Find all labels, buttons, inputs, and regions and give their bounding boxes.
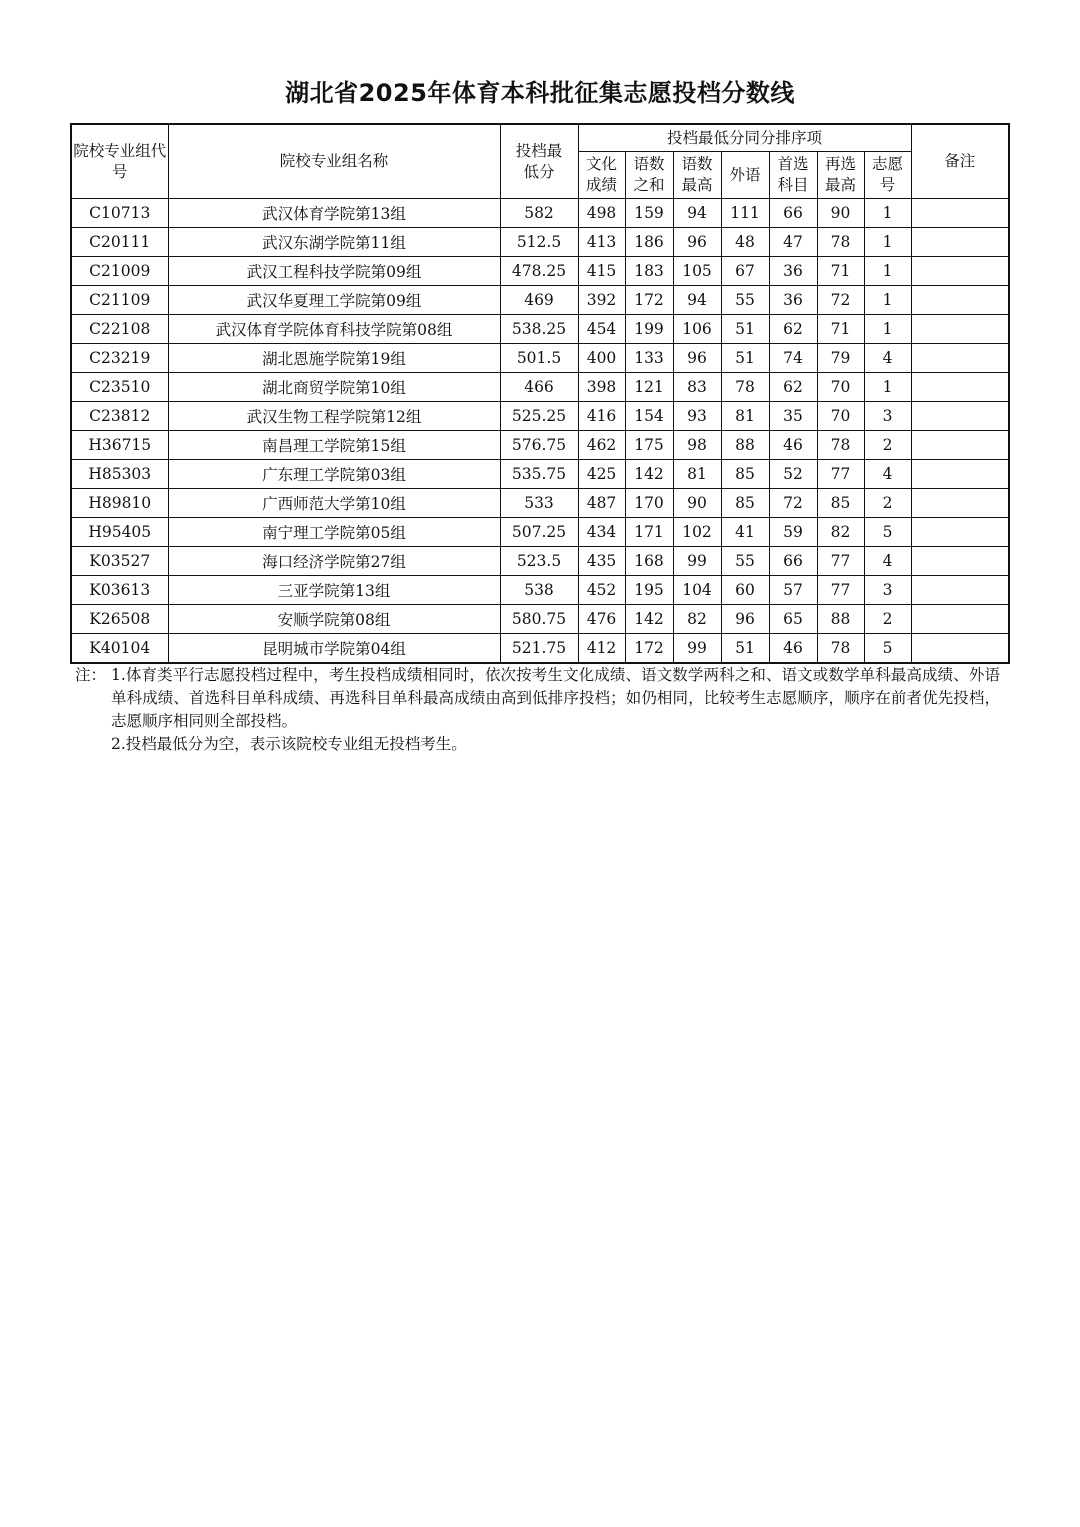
table-row — [71, 634, 1009, 664]
note-item: 2.投档最低分为空，表示该院校专业组无投档考生。 — [111, 735, 467, 753]
cell-tie-value: 2 — [864, 605, 911, 634]
cell-tie-value: 183 — [625, 257, 673, 286]
cell-tie-value: 82 — [673, 605, 721, 634]
cell-tie-value: 172 — [625, 634, 673, 664]
cell-name: 湖北商贸学院第10组 — [168, 373, 500, 402]
notes — [75, 664, 1000, 756]
cell-tie-value: 159 — [625, 199, 673, 228]
cell-tie-value: 4 — [864, 344, 911, 373]
cell-tie-value: 74 — [769, 344, 817, 373]
cell-name: 三亚学院第13组 — [168, 576, 500, 605]
cell-code: H89810 — [71, 489, 168, 518]
header-remark: 备注 — [911, 124, 1009, 199]
cell-code: K26508 — [71, 605, 168, 634]
cell-code: K40104 — [71, 634, 168, 664]
cell-tie-value: 142 — [625, 460, 673, 489]
header-tie-group: 投档最低分同分排序项 — [578, 124, 911, 152]
cell-min-score: 507.25 — [500, 518, 578, 547]
cell-tie-value: 67 — [721, 257, 769, 286]
cell-name: 南昌理工学院第15组 — [168, 431, 500, 460]
cell-tie-value: 398 — [578, 373, 625, 402]
cell-tie-value: 93 — [673, 402, 721, 431]
cell-tie-value: 5 — [864, 634, 911, 664]
cell-tie-value: 71 — [817, 315, 864, 344]
cell-tie-value: 133 — [625, 344, 673, 373]
header-sub: 外语 — [721, 152, 769, 199]
cell-tie-value: 1 — [864, 286, 911, 315]
table-row — [71, 199, 1009, 228]
table-row — [71, 518, 1009, 547]
cell-tie-value: 413 — [578, 228, 625, 257]
cell-tie-value: 400 — [578, 344, 625, 373]
cell-tie-value: 72 — [769, 489, 817, 518]
cell-tie-value: 392 — [578, 286, 625, 315]
cell-tie-value: 48 — [721, 228, 769, 257]
header-sub: 志愿号 — [864, 152, 911, 199]
cell-tie-value: 59 — [769, 518, 817, 547]
cell-tie-value: 94 — [673, 286, 721, 315]
cell-tie-value: 62 — [769, 315, 817, 344]
cell-tie-value: 60 — [721, 576, 769, 605]
cell-min-score: 533 — [500, 489, 578, 518]
cell-code: C21109 — [71, 286, 168, 315]
cell-name: 南宁理工学院第05组 — [168, 518, 500, 547]
cell-tie-value: 3 — [864, 576, 911, 605]
cell-min-score: 466 — [500, 373, 578, 402]
cell-tie-value: 105 — [673, 257, 721, 286]
cell-tie-value: 172 — [625, 286, 673, 315]
cell-tie-value: 1 — [864, 315, 911, 344]
header-sub: 首选科目 — [769, 152, 817, 199]
cell-tie-value: 2 — [864, 489, 911, 518]
cell-tie-value: 62 — [769, 373, 817, 402]
cell-remark — [911, 373, 1009, 402]
cell-code: C22108 — [71, 315, 168, 344]
cell-tie-value: 4 — [864, 460, 911, 489]
header-sub: 语数之和 — [625, 152, 673, 199]
cell-code: C23812 — [71, 402, 168, 431]
cell-code: C23510 — [71, 373, 168, 402]
cell-tie-value: 1 — [864, 199, 911, 228]
cell-tie-value: 195 — [625, 576, 673, 605]
cell-tie-value: 47 — [769, 228, 817, 257]
header-code: 院校专业组代号 — [71, 124, 168, 199]
cell-min-score: 538 — [500, 576, 578, 605]
cell-tie-value: 51 — [721, 315, 769, 344]
table-row — [71, 576, 1009, 605]
table-row — [71, 489, 1009, 518]
cell-tie-value: 1 — [864, 228, 911, 257]
cell-min-score: 478.25 — [500, 257, 578, 286]
cell-remark — [911, 634, 1009, 664]
cell-tie-value: 452 — [578, 576, 625, 605]
cell-code: H95405 — [71, 518, 168, 547]
cell-tie-value: 415 — [578, 257, 625, 286]
cell-tie-value: 85 — [721, 489, 769, 518]
cell-tie-value: 78 — [721, 373, 769, 402]
cell-name: 广东理工学院第03组 — [168, 460, 500, 489]
cell-tie-value: 498 — [578, 199, 625, 228]
cell-tie-value: 51 — [721, 634, 769, 664]
cell-remark — [911, 431, 1009, 460]
cell-min-score: 580.75 — [500, 605, 578, 634]
cell-name: 武汉华夏理工学院第09组 — [168, 286, 500, 315]
table-row — [71, 402, 1009, 431]
header-sub: 文化成绩 — [578, 152, 625, 199]
cell-name: 湖北恩施学院第19组 — [168, 344, 500, 373]
table-row — [71, 373, 1009, 402]
cell-tie-value: 434 — [578, 518, 625, 547]
cell-name: 广西师范大学第10组 — [168, 489, 500, 518]
table-row — [71, 605, 1009, 634]
table-row — [71, 286, 1009, 315]
cell-tie-value: 99 — [673, 547, 721, 576]
note-item: 1.体育类平行志愿投档过程中，考生投档成绩相同时，依次按考生文化成绩、语文数学两科之和、语文或数学单科最高成绩、外语单科成绩、首选科目单科成绩、再选科目单科最高成绩由高到低排序投档；如仍相同，比较考生志愿顺序，顺序在前者优先投档，志愿顺序相同则全部投档。 — [111, 666, 1000, 730]
cell-min-score: 469 — [500, 286, 578, 315]
cell-tie-value: 476 — [578, 605, 625, 634]
cell-name: 武汉体育学院第13组 — [168, 199, 500, 228]
cell-remark — [911, 344, 1009, 373]
cell-tie-value: 57 — [769, 576, 817, 605]
cell-remark — [911, 576, 1009, 605]
cell-code: H85303 — [71, 460, 168, 489]
cell-tie-value: 4 — [864, 547, 911, 576]
table-row — [71, 344, 1009, 373]
cell-code: K03527 — [71, 547, 168, 576]
cell-tie-value: 55 — [721, 286, 769, 315]
cell-min-score: 523.5 — [500, 547, 578, 576]
cell-tie-value: 65 — [769, 605, 817, 634]
cell-remark — [911, 489, 1009, 518]
notes-label: 注： — [75, 666, 107, 684]
cell-tie-value: 104 — [673, 576, 721, 605]
cell-tie-value: 85 — [817, 489, 864, 518]
cell-tie-value: 90 — [817, 199, 864, 228]
cell-tie-value: 78 — [817, 634, 864, 664]
table-row — [71, 257, 1009, 286]
cell-name: 武汉生物工程学院第12组 — [168, 402, 500, 431]
cell-tie-value: 77 — [817, 576, 864, 605]
cell-tie-value: 70 — [817, 373, 864, 402]
cell-tie-value: 5 — [864, 518, 911, 547]
cell-min-score: 512.5 — [500, 228, 578, 257]
cell-tie-value: 36 — [769, 286, 817, 315]
cell-tie-value: 51 — [721, 344, 769, 373]
cell-remark — [911, 315, 1009, 344]
cell-tie-value: 154 — [625, 402, 673, 431]
cell-tie-value: 90 — [673, 489, 721, 518]
cell-tie-value: 66 — [769, 547, 817, 576]
cell-tie-value: 78 — [817, 228, 864, 257]
cell-name: 武汉体育学院体育科技学院第08组 — [168, 315, 500, 344]
cell-tie-value: 71 — [817, 257, 864, 286]
cell-tie-value: 168 — [625, 547, 673, 576]
cell-tie-value: 487 — [578, 489, 625, 518]
cell-tie-value: 81 — [673, 460, 721, 489]
cell-tie-value: 199 — [625, 315, 673, 344]
cell-tie-value: 3 — [864, 402, 911, 431]
cell-tie-value: 94 — [673, 199, 721, 228]
header-sub: 语数最高 — [673, 152, 721, 199]
cell-name: 武汉东湖学院第11组 — [168, 228, 500, 257]
cell-tie-value: 1 — [864, 257, 911, 286]
cell-tie-value: 35 — [769, 402, 817, 431]
cell-remark — [911, 547, 1009, 576]
cell-remark — [911, 518, 1009, 547]
cell-tie-value: 85 — [721, 460, 769, 489]
cell-tie-value: 454 — [578, 315, 625, 344]
page-title: 湖北省2025年体育本科批征集志愿投档分数线 — [285, 79, 795, 107]
cell-tie-value: 55 — [721, 547, 769, 576]
cell-tie-value: 171 — [625, 518, 673, 547]
header-min-score: 投档最低分 — [500, 124, 578, 199]
cell-tie-value: 41 — [721, 518, 769, 547]
cell-tie-value: 82 — [817, 518, 864, 547]
cell-min-score: 521.75 — [500, 634, 578, 664]
cell-tie-value: 96 — [721, 605, 769, 634]
cell-tie-value: 186 — [625, 228, 673, 257]
cell-tie-value: 435 — [578, 547, 625, 576]
cell-tie-value: 1 — [864, 373, 911, 402]
cell-tie-value: 79 — [817, 344, 864, 373]
cell-min-score: 538.25 — [500, 315, 578, 344]
cell-code: C21009 — [71, 257, 168, 286]
cell-remark — [911, 605, 1009, 634]
cell-min-score: 535.75 — [500, 460, 578, 489]
cell-tie-value: 98 — [673, 431, 721, 460]
cell-tie-value: 96 — [673, 228, 721, 257]
cell-tie-value: 2 — [864, 431, 911, 460]
cell-remark — [911, 286, 1009, 315]
cell-tie-value: 77 — [817, 460, 864, 489]
cell-tie-value: 88 — [721, 431, 769, 460]
table-row — [71, 460, 1009, 489]
cell-tie-value: 66 — [769, 199, 817, 228]
cell-tie-value: 102 — [673, 518, 721, 547]
table-row — [71, 228, 1009, 257]
cell-name: 安顺学院第08组 — [168, 605, 500, 634]
cell-min-score: 525.25 — [500, 402, 578, 431]
cell-code: K03613 — [71, 576, 168, 605]
cell-code: H36715 — [71, 431, 168, 460]
cell-name: 海口经济学院第27组 — [168, 547, 500, 576]
table-row — [71, 547, 1009, 576]
cell-tie-value: 77 — [817, 547, 864, 576]
cell-tie-value: 106 — [673, 315, 721, 344]
cell-min-score: 582 — [500, 199, 578, 228]
cell-tie-value: 170 — [625, 489, 673, 518]
cell-code: C10713 — [71, 199, 168, 228]
table-row — [71, 315, 1009, 344]
cell-remark — [911, 228, 1009, 257]
header-name: 院校专业组名称 — [168, 124, 500, 199]
cell-tie-value: 99 — [673, 634, 721, 664]
cell-tie-value: 72 — [817, 286, 864, 315]
cell-tie-value: 46 — [769, 634, 817, 664]
cell-tie-value: 88 — [817, 605, 864, 634]
cell-remark — [911, 199, 1009, 228]
cell-tie-value: 81 — [721, 402, 769, 431]
cell-code: C23219 — [71, 344, 168, 373]
cell-tie-value: 111 — [721, 199, 769, 228]
cell-tie-value: 175 — [625, 431, 673, 460]
cell-tie-value: 52 — [769, 460, 817, 489]
cell-remark — [911, 257, 1009, 286]
cell-code: C20111 — [71, 228, 168, 257]
cell-tie-value: 412 — [578, 634, 625, 664]
cell-name: 武汉工程科技学院第09组 — [168, 257, 500, 286]
cell-tie-value: 46 — [769, 431, 817, 460]
cell-tie-value: 416 — [578, 402, 625, 431]
header-sub: 再选最高 — [817, 152, 864, 199]
cell-tie-value: 425 — [578, 460, 625, 489]
cell-min-score: 576.75 — [500, 431, 578, 460]
cell-tie-value: 142 — [625, 605, 673, 634]
cell-tie-value: 96 — [673, 344, 721, 373]
cell-remark — [911, 460, 1009, 489]
cell-tie-value: 121 — [625, 373, 673, 402]
cell-tie-value: 78 — [817, 431, 864, 460]
admission-score-table — [70, 123, 1010, 664]
cell-min-score: 501.5 — [500, 344, 578, 373]
table-row — [71, 431, 1009, 460]
cell-remark — [911, 402, 1009, 431]
cell-tie-value: 36 — [769, 257, 817, 286]
cell-tie-value: 70 — [817, 402, 864, 431]
cell-name: 昆明城市学院第04组 — [168, 634, 500, 664]
cell-tie-value: 83 — [673, 373, 721, 402]
cell-tie-value: 462 — [578, 431, 625, 460]
